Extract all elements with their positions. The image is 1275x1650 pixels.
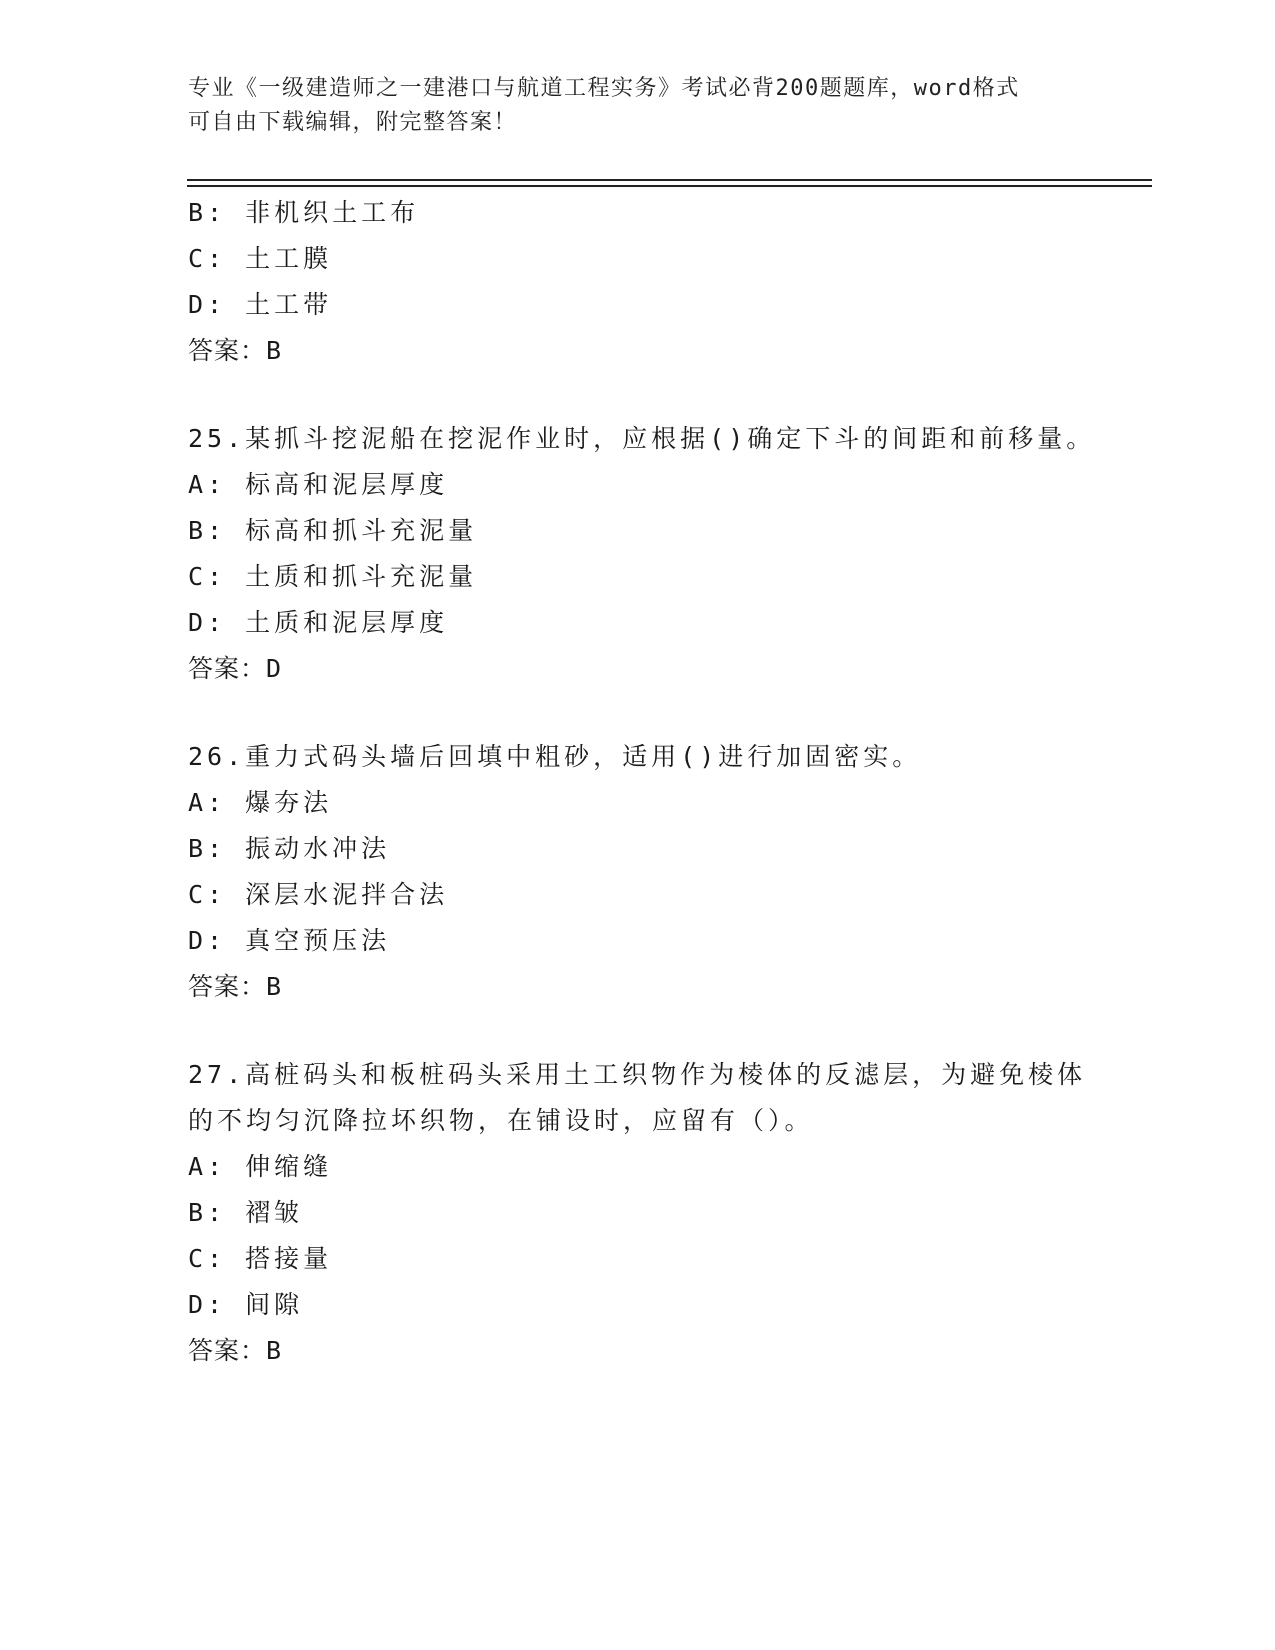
header-title-line-2: 可自由下载编辑，附完整答案！ — [188, 110, 518, 135]
question-24-tail — [188, 190, 1088, 374]
question-27 — [188, 1052, 1088, 1374]
header-divider-top — [187, 179, 1152, 181]
question-26 — [188, 734, 1088, 1010]
option-d: D: 间隙 — [188, 1290, 304, 1319]
option-b: B: 振动水冲法 — [188, 834, 391, 863]
option-a: A: 标高和泥层厚度 — [188, 470, 449, 499]
answer-line: 答案：D — [188, 654, 283, 683]
document-header — [188, 72, 1068, 140]
option-b: B: 标高和抓斗充泥量 — [188, 516, 478, 545]
option-d: D: 真空预压法 — [188, 926, 391, 955]
option-b: B: 非机织土工布 — [188, 198, 420, 227]
header-divider-bottom — [187, 185, 1152, 187]
option-c: C: 土质和抓斗充泥量 — [188, 562, 478, 591]
option-a: A: 伸缩缝 — [188, 1152, 333, 1181]
question-stem: 26.重力式码头墙后回填中粗砂，适用()进行加固密实。 — [188, 742, 922, 771]
answer-line: 答案：B — [188, 972, 283, 1001]
option-a: A: 爆夯法 — [188, 788, 333, 817]
question-content — [188, 190, 1096, 1374]
option-d: D: 土工带 — [188, 290, 333, 319]
option-c: C: 搭接量 — [188, 1244, 333, 1273]
option-c: C: 深层水泥拌合法 — [188, 880, 449, 909]
question-stem-line-1: 27.高桩码头和板桩码头采用土工织物作为棱体的反滤层，为避免棱体 — [188, 1060, 1087, 1089]
header-title-line-1: 专业《一级建造师之一建港口与航道工程实务》考试必背200题题库，word格式 — [188, 76, 1020, 101]
answer-line: 答案：B — [188, 336, 283, 365]
option-c: C: 土工膜 — [188, 244, 333, 273]
question-25 — [188, 416, 1096, 692]
answer-line: 答案：B — [188, 1336, 283, 1365]
option-d: D: 土质和泥层厚度 — [188, 608, 449, 637]
option-b: B: 褶皱 — [188, 1198, 304, 1227]
question-stem: 25.某抓斗挖泥船在挖泥作业时，应根据()确定下斗的间距和前移量。 — [188, 424, 1096, 453]
question-stem-line-2: 的不均匀沉降拉坏织物，在铺设时，应留有（）。 — [188, 1106, 814, 1135]
